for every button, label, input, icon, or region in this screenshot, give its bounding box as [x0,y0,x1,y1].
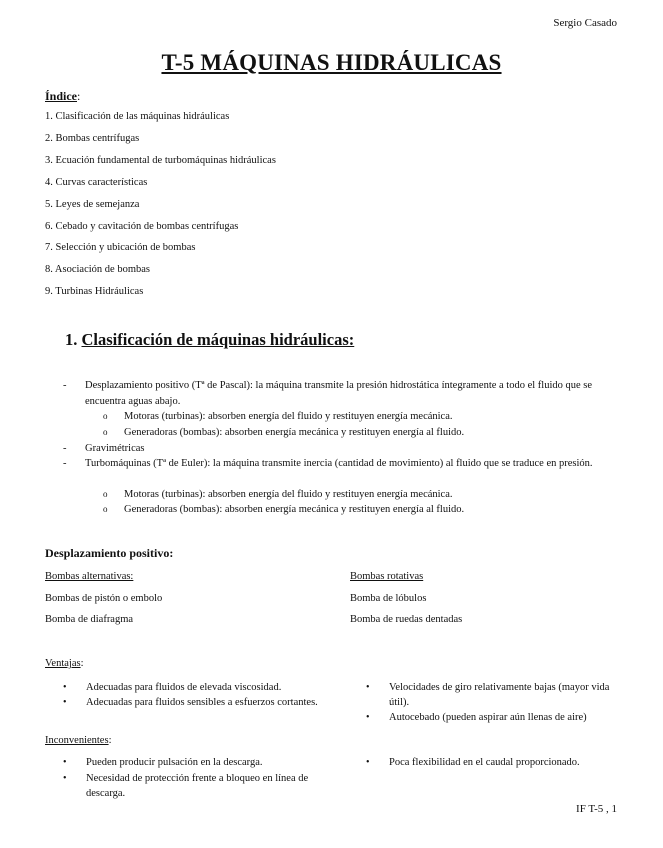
classification-item [63,456,623,472]
disadvantage-text: Necesidad de protección frente a bloqueo en línea de descarga. [86,773,309,799]
index-item: 1. Clasificación de las máquinas hidráulicas [45,111,230,122]
positive-displacement-heading: Desplazamiento positivo: [45,546,174,560]
circle-marker: o [103,411,108,421]
classification-text: Gravimétricas [85,443,145,454]
classification-item [63,378,623,409]
rotary-pumps-heading: Bombas rotativas [350,571,424,582]
advantages-label [45,657,84,670]
advantage-item [366,680,626,710]
advantage-text: Adecuadas para fluidos de elevada viscosidad. [86,682,282,693]
section-heading [65,330,354,350]
index-item: 4. Curvas características [45,177,148,188]
sub-item-text: Generadoras (bombas): absorben energía mecánica y restituyen energía al fluido. [124,504,465,515]
dash-marker: - [63,443,67,454]
advantage-item [63,680,323,695]
sub-item-text: Motoras (turbinas): absorben energía del fluido y restituyen energía mecánica. [124,489,453,500]
sub-item [103,425,464,441]
disadvantages-colon: : [108,735,112,746]
disadvantages-label-text: Inconvenientes [45,735,109,746]
bullet-icon: • [63,682,67,693]
bullet-icon: • [63,773,67,784]
pump-type: Bomba de diafragma [45,614,134,625]
sub-item [103,487,453,503]
pump-type: Bomba de ruedas dentadas [350,614,463,625]
index-item: 8. Asociación de bombas [45,264,150,275]
disadvantage-text: Pueden producir pulsación en la descarga. [86,757,263,768]
index-label-text: Índice [45,89,78,103]
author-name: Sergio Casado [553,17,617,29]
sub-item [103,409,453,425]
disadvantage-item [63,771,323,801]
classification-text: Desplazamiento positivo (Tª de Pascal): la máquina transmite la presión hidrostática íntegramente a todo el fluido que se encuentra aguas abajo. [85,380,593,407]
disadvantages-label [45,734,111,747]
bullet-icon: • [366,682,370,693]
circle-marker: o [103,489,108,499]
section-number: 1. [65,330,78,349]
index-item: 9. Turbinas Hidráulicas [45,286,144,297]
pump-type: Bomba de lóbulos [350,593,427,604]
circle-marker: o [103,427,108,437]
reciprocating-pumps-heading: Bombas alternativas: [45,571,134,582]
index-item: 2. Bombas centrífugas [45,133,140,144]
disadvantage-item [63,755,323,770]
index-item: 7. Selección y ubicación de bombas [45,242,196,253]
bullet-icon: • [63,757,67,768]
advantage-item [366,710,626,725]
page-title: T-5 MÁQUINAS HIDRÁULICAS [161,50,502,75]
index-item: 3. Ecuación fundamental de turbomáquinas hidráulicas [45,155,276,166]
index-label [45,89,80,104]
classification-text: Turbomáquinas (Tª de Euler): la máquina transmite inercia (cantidad de movimiento) al fluido que se traduce en presión. [85,458,593,469]
sub-item-text: Generadoras (bombas): absorben energía mecánica y restituyen energía al fluido. [124,427,465,438]
advantages-label-text: Ventajas [45,658,81,669]
circle-marker: o [103,504,108,514]
index-label-colon: : [77,89,81,103]
sub-item-text: Motoras (turbinas): absorben energía del fluido y restituyen energía mecánica. [124,411,453,422]
dash-marker: - [63,380,67,391]
bullet-icon: • [366,757,370,768]
dash-marker: - [63,458,67,469]
classification-item [63,441,623,457]
bullet-icon: • [366,712,370,723]
advantage-text: Autocebado (pueden aspirar aún llenas de aire) [389,712,587,723]
advantage-text: Adecuadas para fluidos sensibles a esfuerzos cortantes. [86,697,318,708]
sub-item [103,502,464,518]
page-number: IF T-5 , 1 [576,803,617,815]
section-title: Clasificación de máquinas hidráulicas: [81,330,355,349]
pump-type: Bombas de pistón o embolo [45,593,163,604]
advantages-colon: : [80,658,84,669]
index-item: 6. Cebado y cavitación de bombas centrífugas [45,221,239,232]
advantage-item [63,695,323,710]
index-item: 5. Leyes de semejanza [45,199,140,210]
advantage-text: Velocidades de giro relativamente bajas (mayor vida útil). [389,682,610,708]
bullet-icon: • [63,697,67,708]
disadvantage-item [366,755,626,770]
disadvantage-text: Poca flexibilidad en el caudal proporcionado. [389,757,580,768]
